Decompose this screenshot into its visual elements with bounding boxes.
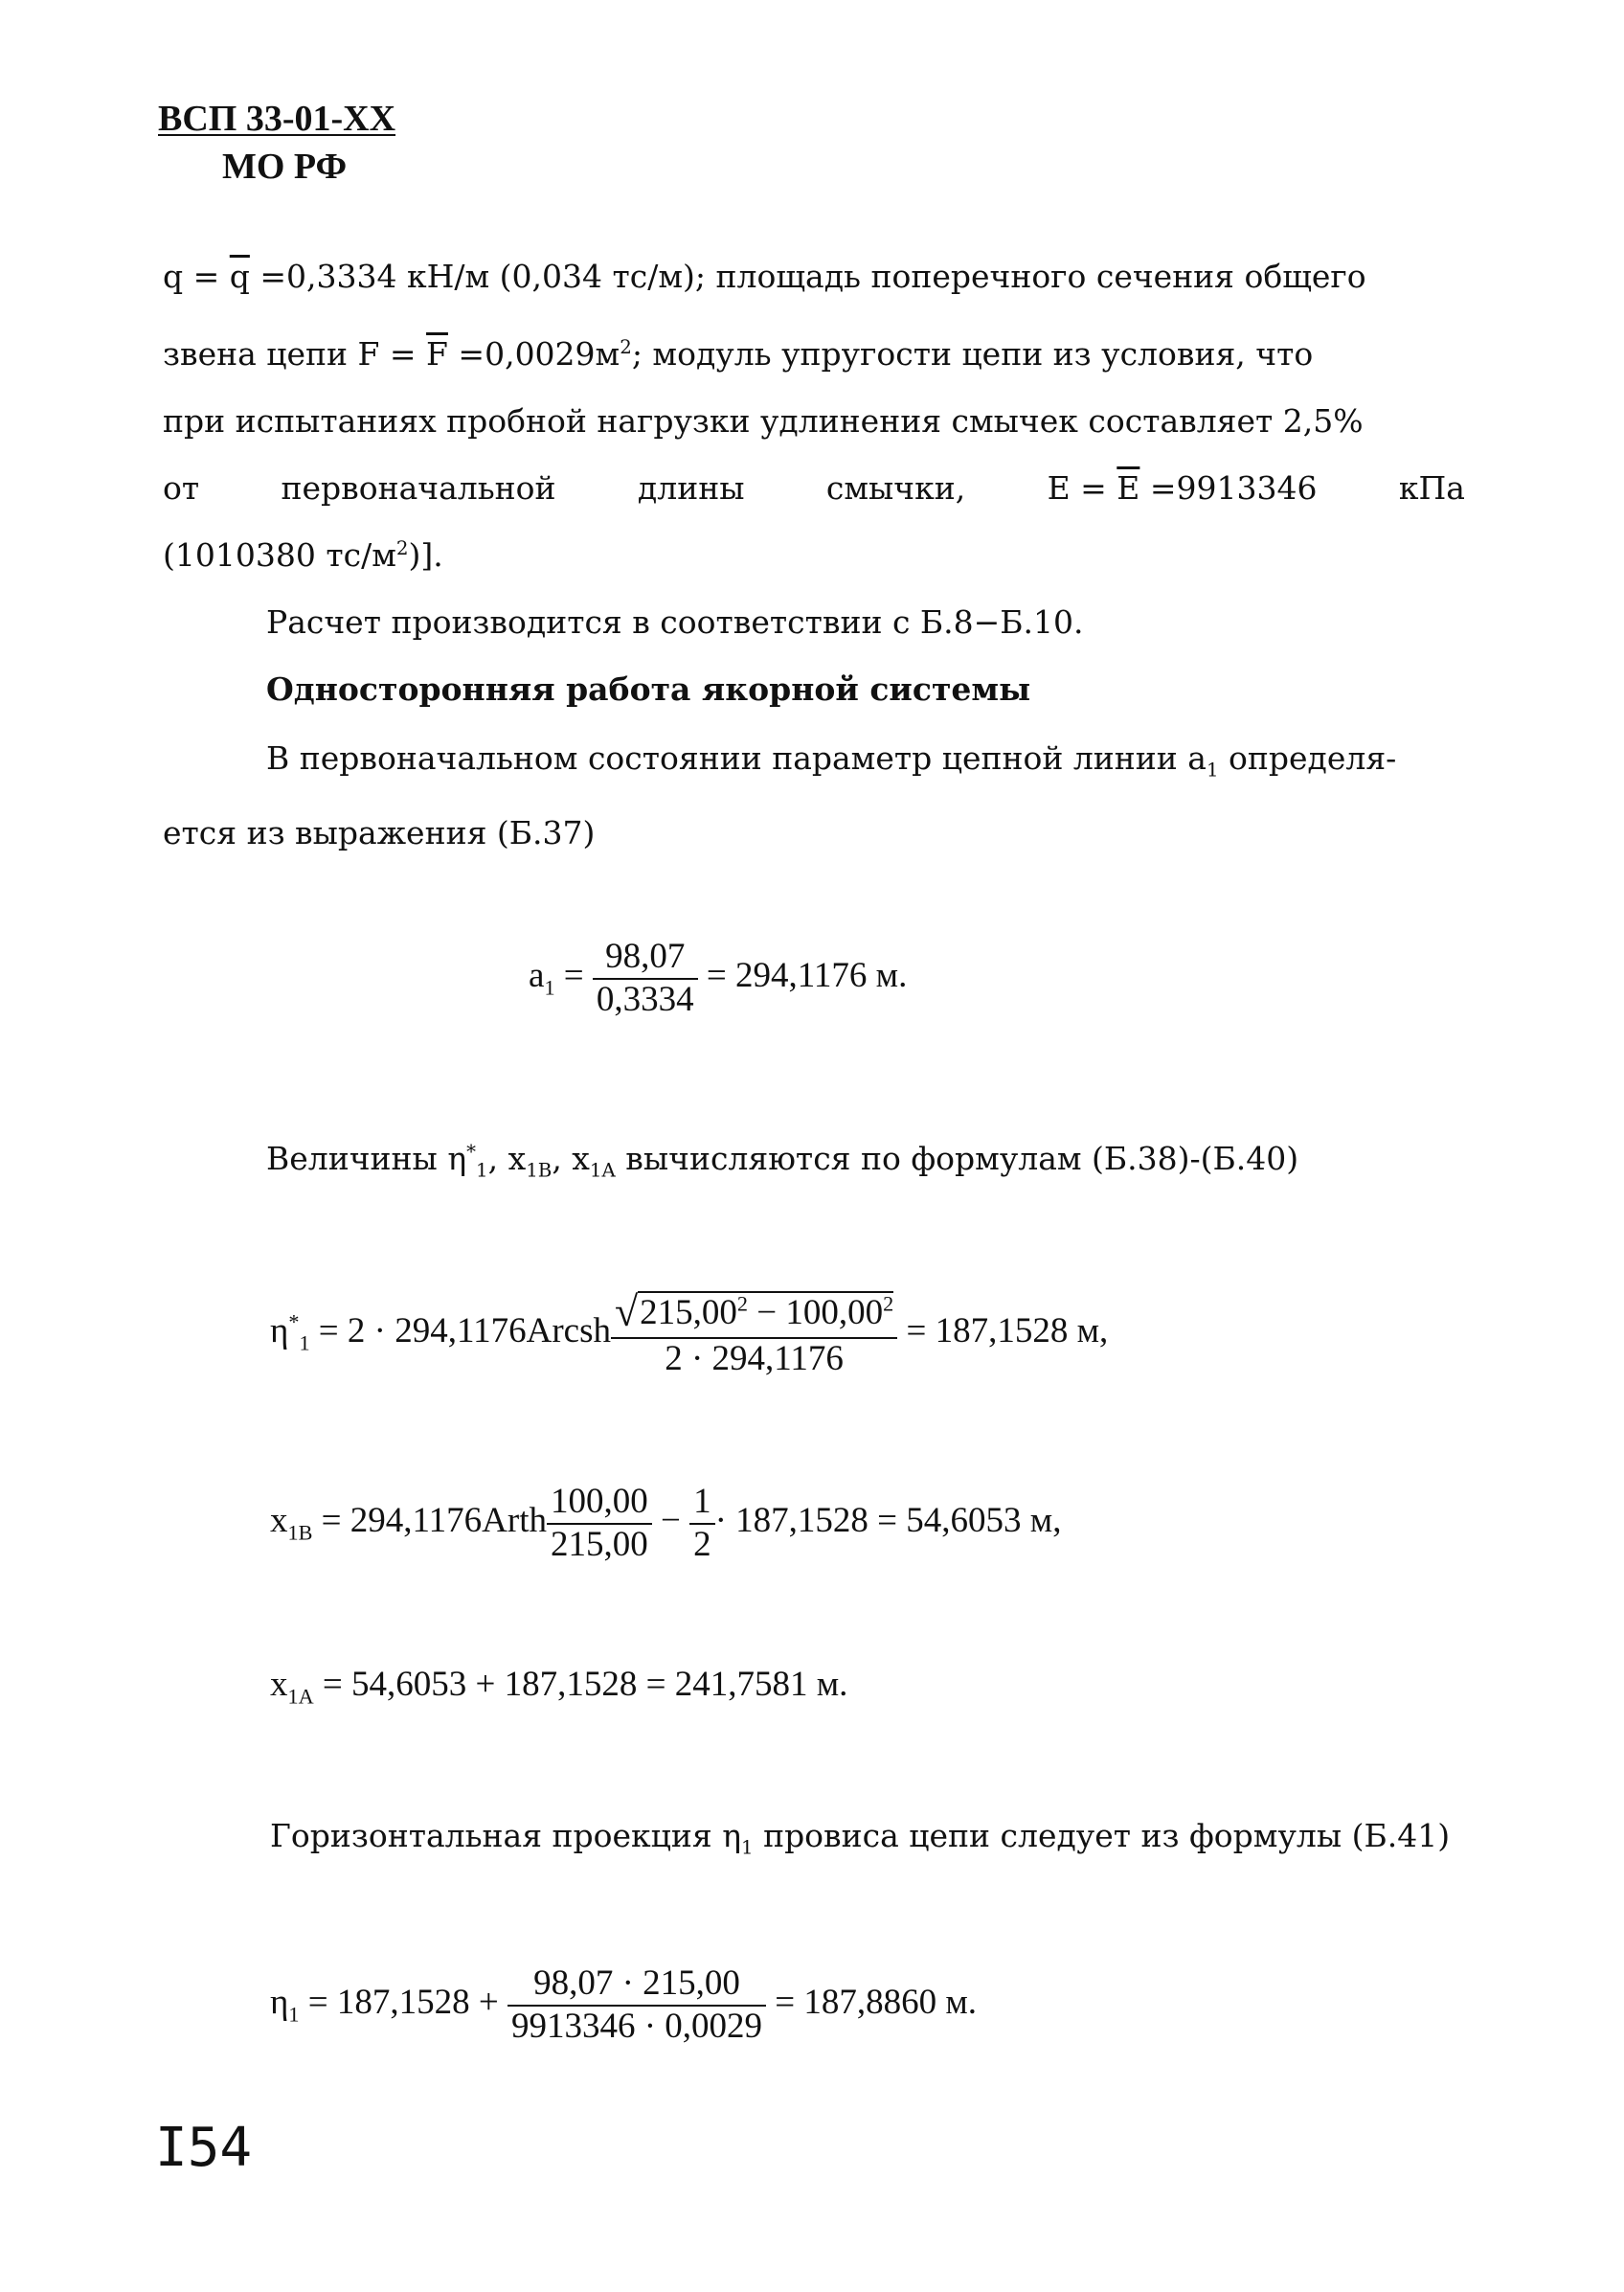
- x-symbol: x: [270, 1665, 288, 1704]
- unit: кПа: [1398, 469, 1465, 507]
- modulus-value: =9913346: [1139, 469, 1318, 507]
- calc-note: Расчет производится в соответствии с Б.8−Б.10.: [266, 603, 1084, 641]
- organization: МО РФ: [222, 147, 348, 187]
- para4: [270, 1817, 1451, 1859]
- denominator: 215,00: [550, 1524, 648, 1564]
- superscript: 2: [883, 1291, 894, 1316]
- e-bar-symbol: $\overline{E}$: [1116, 469, 1140, 507]
- fraction-half: [689, 1482, 715, 1565]
- word: от: [163, 469, 200, 507]
- subscript: 1B: [287, 1520, 313, 1545]
- equals: =: [183, 258, 230, 295]
- q-bar-symbol: $\overline{q}$: [229, 258, 250, 295]
- para4-a: Горизонтальная проекция: [270, 1817, 723, 1854]
- para1-line2: [163, 335, 1465, 373]
- word: смычки,: [825, 469, 966, 507]
- para1-line5-b: )].: [408, 536, 443, 574]
- superscript: *: [466, 1141, 476, 1163]
- para1-line3: при испытаниях пробной нагрузки удлинения смычек составляет 2,5%: [163, 402, 1364, 440]
- term: 215,00: [640, 1293, 737, 1332]
- formula-x1b: [270, 1482, 1061, 1565]
- numerator: 100,00: [547, 1482, 652, 1525]
- para3-b: вычисляются по формулам (Б.38)-(Б.40): [615, 1140, 1299, 1177]
- superscript: 2: [395, 537, 409, 559]
- denominator: 9913346 · 0,0029: [510, 2006, 763, 2046]
- subscript: 1: [288, 2002, 300, 2027]
- subscript: 1: [299, 1330, 310, 1355]
- para1-line1-text: =0,3334 кН/м (0,034 тс/м); площадь поперечного сечения общего: [249, 258, 1366, 295]
- subscript: 1: [740, 1836, 754, 1859]
- document-code: ВСП 33-01-ХХ: [158, 99, 396, 139]
- eta-symbol: η: [722, 1817, 741, 1854]
- fraction: [611, 1288, 897, 1379]
- para1-line2-a: звена цепи F =: [163, 335, 427, 373]
- formula-eta1: [270, 1963, 977, 2047]
- eta-symbol: η: [270, 1983, 289, 2023]
- x-symbol: x: [508, 1140, 527, 1177]
- para1-line2-c: ; модуль упругости цепи из условия, что: [631, 335, 1314, 373]
- page-number: I54: [155, 2117, 253, 2179]
- radicand: [638, 1291, 893, 1334]
- formula-rhs: = 187,8860 м.: [766, 1983, 978, 2023]
- formula-rhs: = 187,1528 м,: [897, 1311, 1109, 1351]
- fraction: [593, 937, 698, 1020]
- para4-b: провиса цепи следует из формулы (Б.41): [753, 1817, 1451, 1854]
- radical-sign: √: [614, 1288, 639, 1335]
- minus: −: [651, 1501, 690, 1541]
- para1-line5-a: (1010380 тс/м: [163, 536, 396, 574]
- a-symbol: a: [1187, 739, 1207, 777]
- para1-line2-b: =0,0029м: [447, 335, 620, 373]
- para1-line5: [163, 536, 443, 574]
- subscript: 1B: [526, 1159, 553, 1182]
- x-symbol: x: [270, 1501, 288, 1541]
- superscript: 2: [736, 1291, 748, 1316]
- comma: ,: [487, 1140, 508, 1177]
- subscript: 1A: [287, 1684, 314, 1709]
- para2-line1-b: определя-: [1218, 739, 1397, 777]
- para2-line1-a: В первоначальном состоянии параметр цепной линии: [266, 739, 1188, 777]
- para3-a: Величины: [266, 1140, 448, 1177]
- para2-line1: [266, 739, 1397, 782]
- subscript: 1: [475, 1159, 488, 1182]
- superscript: 2: [620, 336, 632, 358]
- subscript: 1A: [589, 1159, 616, 1182]
- fraction: [547, 1482, 652, 1565]
- formula-lhs-expression: = 2 · 294,1176Arcsh: [309, 1311, 611, 1351]
- eta-symbol: η: [447, 1140, 467, 1177]
- formula-lhs-expression: = 294,1176Arth: [312, 1501, 547, 1541]
- term: − 100,00: [747, 1293, 884, 1332]
- x-symbol: x: [572, 1140, 590, 1177]
- formula-lhs: a: [529, 956, 545, 996]
- formula-rhs: = 54,6053 + 187,1528 = 241,7581 м.: [313, 1665, 848, 1704]
- modulus-expression: [1047, 469, 1318, 507]
- word: первоначальной: [281, 469, 556, 507]
- numerator: 98,07 · 215,00: [508, 1963, 766, 2007]
- formula-lhs-expression: = 187,1528 +: [299, 1983, 508, 2023]
- subscript: 1: [1206, 759, 1219, 782]
- subscript: 1: [544, 975, 555, 1000]
- numerator: 1: [689, 1482, 715, 1525]
- equals: =: [554, 956, 593, 996]
- q-symbol: q: [163, 258, 184, 295]
- formula-rhs: · 187,1528 = 54,6053 м,: [714, 1501, 1062, 1541]
- section-title: Односторонняя работа якорной системы: [266, 670, 1031, 708]
- denominator: 2 · 294,1176: [665, 1338, 844, 1378]
- e-symbol: E =: [1047, 469, 1117, 507]
- denominator: 2: [693, 1524, 711, 1564]
- comma: ,: [552, 1140, 573, 1177]
- word: длины: [637, 469, 745, 507]
- formula-eta-star: [270, 1288, 1108, 1379]
- fraction: [508, 1963, 766, 2047]
- para1-line1: [163, 258, 1465, 295]
- para2-line2: ется из выражения (Б.37): [163, 814, 596, 851]
- f-bar-symbol: $\overline{F}$: [426, 335, 448, 373]
- numerator: [611, 1288, 897, 1339]
- eta-symbol: η: [270, 1311, 289, 1351]
- superscript: *: [288, 1309, 300, 1334]
- para1-line4: [163, 469, 1465, 507]
- numerator: 98,07: [593, 937, 698, 980]
- formula-a1: [529, 937, 907, 1020]
- formula-rhs: = 294,1176 м.: [697, 956, 908, 996]
- denominator: 0,3334: [596, 979, 694, 1019]
- para3: [266, 1140, 1299, 1182]
- formula-x1a: [270, 1665, 848, 1709]
